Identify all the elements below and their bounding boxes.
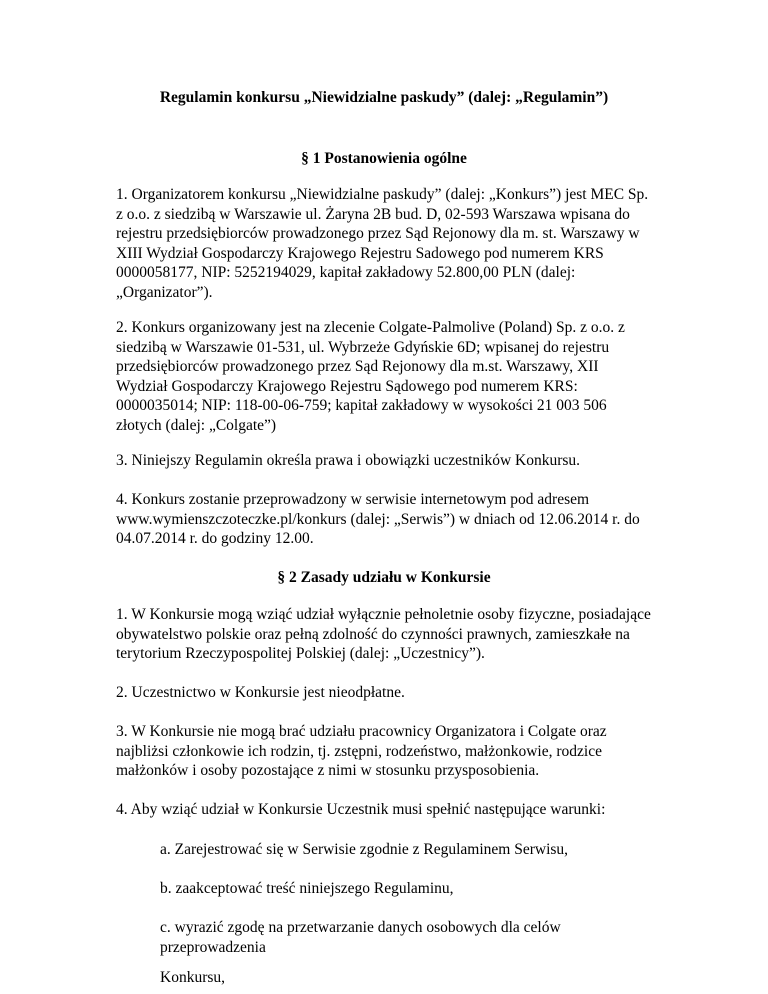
text-line: złotych (dalej: „Colgate”) — [116, 416, 277, 434]
section-1-heading: § 1 Postanowienia ogólne — [301, 150, 467, 167]
text-line: małżonków i osoby pozostające z nimi w stosunku przysposobienia. — [116, 762, 540, 779]
text-line: rejestru przedsiębiorców prowadzonego przez Sąd Rejonowy dla m. st. Warszawy w — [116, 225, 640, 242]
text-line: 1. Organizatorem konkursu „Niewidzialne paskudy” (dalej: „Konkurs”) jest MEC Sp. — [116, 186, 649, 203]
section-1-paragraph-4 — [116, 490, 656, 549]
text-line: Wydział Gospodarczy Krajowego Rejestru Sądowego pod numerem KRS: — [116, 377, 578, 395]
text-line: 04.07.2014 r. do godziny 12.00. — [116, 530, 314, 547]
section-2-paragraph-4: 4. Aby wziąć udział w Konkursie Uczestnik musi spełnić następujące warunki: — [116, 801, 606, 818]
condition-item-c-continuation: Konkursu, — [160, 969, 226, 986]
section-1-paragraph-1 — [116, 185, 656, 302]
section-1-paragraph-3: 3. Niniejszy Regulamin określa prawa i obowiązki uczestników Konkursu. — [116, 452, 581, 469]
text-line: 3. W Konkursie nie mogą brać udziału pracownicy Organizatora i Colgate oraz — [116, 723, 607, 740]
section-1-paragraph-2 — [116, 318, 656, 435]
text-line: najbliżsi członkowie ich rodzin, tj. zstępni, rodzeństwo, małżonkowie, rodzice — [116, 742, 602, 760]
document-title: Regulamin konkursu „Niewidzialne paskudy” (dalej: „Regulamin”) — [159, 89, 609, 106]
text-line: 4. Konkurs zostanie przeprowadzony w serwisie internetowym pod adresem — [116, 491, 590, 508]
condition-item-c — [160, 918, 650, 957]
text-line: 1. W Konkursie mogą wziąć udział wyłącznie pełnoletnie osoby fizyczne, posiadające — [116, 606, 651, 623]
text-line: przeprowadzenia — [160, 938, 266, 956]
text-line: z o.o. z siedzibą w Warszawie ul. Żaryna 2B bud. D, 02-593 Warszawa wpisana do — [116, 205, 630, 223]
text-line: obywatelstwo polskie oraz pełną zdolność do czynności prawnych, zamieszkałe na — [116, 625, 630, 643]
section-2-heading: § 2 Zasady udziału w Konkursie — [277, 569, 491, 586]
condition-item-b: b. zaakceptować treść niniejszego Regulaminu, — [160, 880, 454, 897]
text-line: 0000058177, NIP: 5252194029, kapitał zakładowy 52.800,00 PLN (dalej: — [116, 264, 576, 281]
text-line: 0000035014; NIP: 118-00-06-759; kapitał zakładowy w wysokości 21 003 506 — [116, 397, 607, 414]
text-line: przedsiębiorców prowadzonego przez Sąd Rejonowy dla m.st. Warszawy, XII — [116, 358, 599, 375]
section-2-paragraph-1 — [116, 605, 656, 664]
section-2-paragraph-3 — [116, 722, 656, 781]
text-line: c. wyrazić zgodę na przetwarzanie danych osobowych dla celów — [160, 919, 561, 936]
text-line: siedzibą w Warszawie 01-531, ul. Wybrzeże Gdyńskie 6D; wpisanej do rejestru — [116, 338, 610, 356]
text-line: 2. Konkurs organizowany jest na zlecenie Colgate-Palmolive (Poland) Sp. z o.o. z — [116, 319, 625, 336]
text-line: www.wymienszczoteczke.pl/konkurs (dalej: „Serwis”) w dniach od 12.06.2014 r. do — [116, 510, 640, 528]
text-line: „Organizator”). — [116, 283, 213, 301]
condition-item-a: a. Zarejestrować się w Serwisie zgodnie z Regulaminem Serwisu, — [160, 841, 569, 858]
section-2-paragraph-2: 2. Uczestnictwo w Konkursie jest nieodpłatne. — [116, 684, 405, 701]
text-line: XIII Wydział Gospodarczy Krajowego Rejestru Sadowego pod numerem KRS — [116, 244, 604, 262]
text-line: terytorium Rzeczypospolitej Polskiej (dalej: „Uczestnicy”). — [116, 645, 485, 662]
